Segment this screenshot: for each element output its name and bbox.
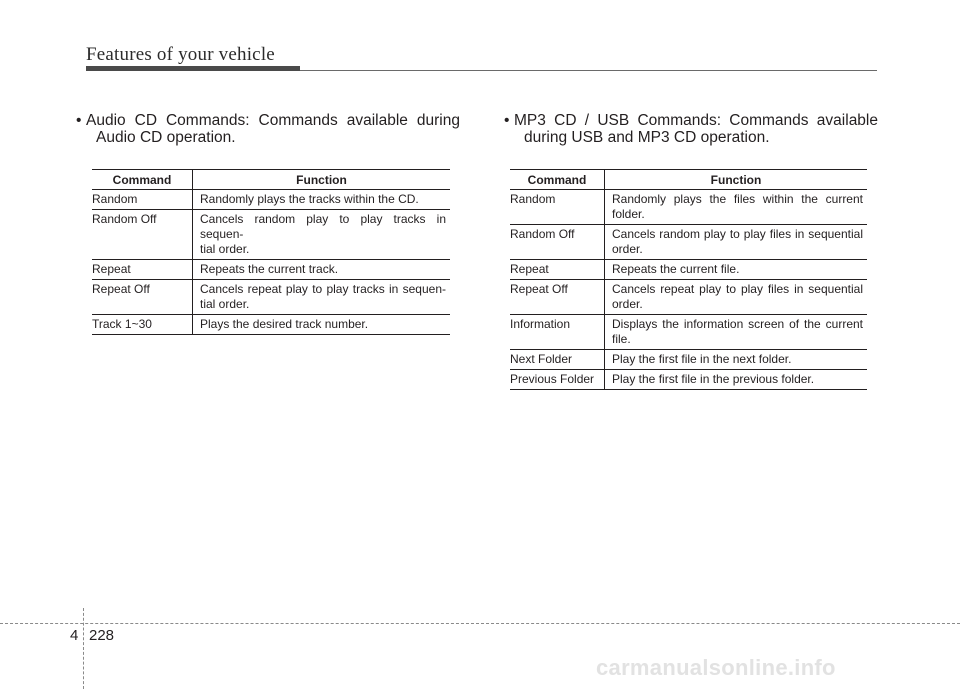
page-number: 228 (89, 627, 115, 644)
function-cell (605, 260, 868, 280)
function-cell (605, 315, 868, 350)
header-rule-thin (300, 70, 877, 71)
function-line-2: folder. (612, 207, 645, 221)
function-line-1: Plays the desired track number. (200, 317, 369, 331)
function-line-2: order. (612, 297, 643, 311)
column-header-command: Command (510, 170, 605, 190)
command-cell: Repeat Off (92, 280, 193, 315)
function-line-1: Repeats the current track. (200, 262, 339, 276)
function-line-2: tial order. (200, 297, 250, 311)
chapter-number: 4 (70, 627, 79, 644)
function-line-1: Cancels repeat play to play tracks in sequen- (200, 282, 446, 296)
intro-line-2: Audio CD operation. (96, 129, 236, 146)
table-row (510, 280, 867, 315)
function-line-1: Cancels repeat play to play files in sequential (612, 282, 863, 296)
table-row (510, 315, 867, 350)
column-header-command: Command (92, 170, 193, 190)
function-cell (193, 210, 451, 260)
table-row (510, 370, 867, 390)
command-cell: Repeat (92, 260, 193, 280)
function-cell (193, 190, 451, 210)
function-line-1: Play the first file in the previous folder. (612, 372, 815, 386)
audio-cd-commands-table (92, 169, 450, 335)
table-row (510, 350, 867, 370)
bullet: • (76, 112, 82, 129)
function-cell (605, 225, 868, 260)
mp3-usb-commands-table (510, 169, 867, 390)
table-row (92, 190, 450, 210)
table-row (92, 260, 450, 280)
column-header-function: Function (605, 170, 868, 190)
function-cell (605, 280, 868, 315)
command-cell: Repeat (510, 260, 605, 280)
function-line-1: Randomly plays the tracks within the CD. (200, 192, 419, 206)
command-cell: Random Off (92, 210, 193, 260)
table-row (510, 190, 867, 225)
table-row (510, 225, 867, 260)
table-header-row (510, 170, 867, 190)
function-line-1: Randomly plays the files within the current (612, 192, 863, 206)
mp3-usb-intro (504, 112, 878, 146)
function-cell (193, 260, 451, 280)
watermark: carmanualsonline.info (596, 655, 836, 680)
table-row (92, 210, 450, 260)
page-header-title: Features of your vehicle (86, 44, 275, 65)
command-cell: Random Off (510, 225, 605, 260)
bullet: • (504, 112, 510, 129)
command-cell: Next Folder (510, 350, 605, 370)
function-line-2: tial order. (200, 242, 250, 256)
command-cell: Repeat Off (510, 280, 605, 315)
function-cell (193, 280, 451, 315)
function-cell (605, 370, 868, 390)
function-line-2: order. (612, 242, 643, 256)
function-line-1: Play the first file in the next folder. (612, 352, 792, 366)
command-cell: Information (510, 315, 605, 350)
column-header-function: Function (193, 170, 451, 190)
command-cell: Track 1~30 (92, 315, 193, 335)
intro-line-1: Audio CD Commands: Commands available during (86, 112, 460, 129)
table-row (92, 315, 450, 335)
function-cell (605, 350, 868, 370)
command-cell: Previous Folder (510, 370, 605, 390)
command-cell: Random (92, 190, 193, 210)
table-header-row (92, 170, 450, 190)
command-cell: Random (510, 190, 605, 225)
intro-line-1: MP3 CD / USB Commands: Commands available (514, 112, 878, 129)
function-line-1: Cancels random play to play tracks in sequen- (200, 212, 446, 241)
function-line-2: file. (612, 332, 631, 346)
function-line-1: Repeats the current file. (612, 262, 740, 276)
function-cell (193, 315, 451, 335)
footer-dashed-divider (83, 608, 84, 689)
function-cell (605, 190, 868, 225)
table-row (510, 260, 867, 280)
table-row (92, 280, 450, 315)
footer-dashed-rule (0, 623, 960, 624)
function-line-1: Cancels random play to play files in sequential (612, 227, 863, 241)
header-rule-thick (86, 66, 300, 71)
intro-line-2: during USB and MP3 CD operation. (524, 129, 770, 146)
function-line-1: Displays the information screen of the current (612, 317, 863, 331)
audio-cd-intro (76, 112, 460, 146)
